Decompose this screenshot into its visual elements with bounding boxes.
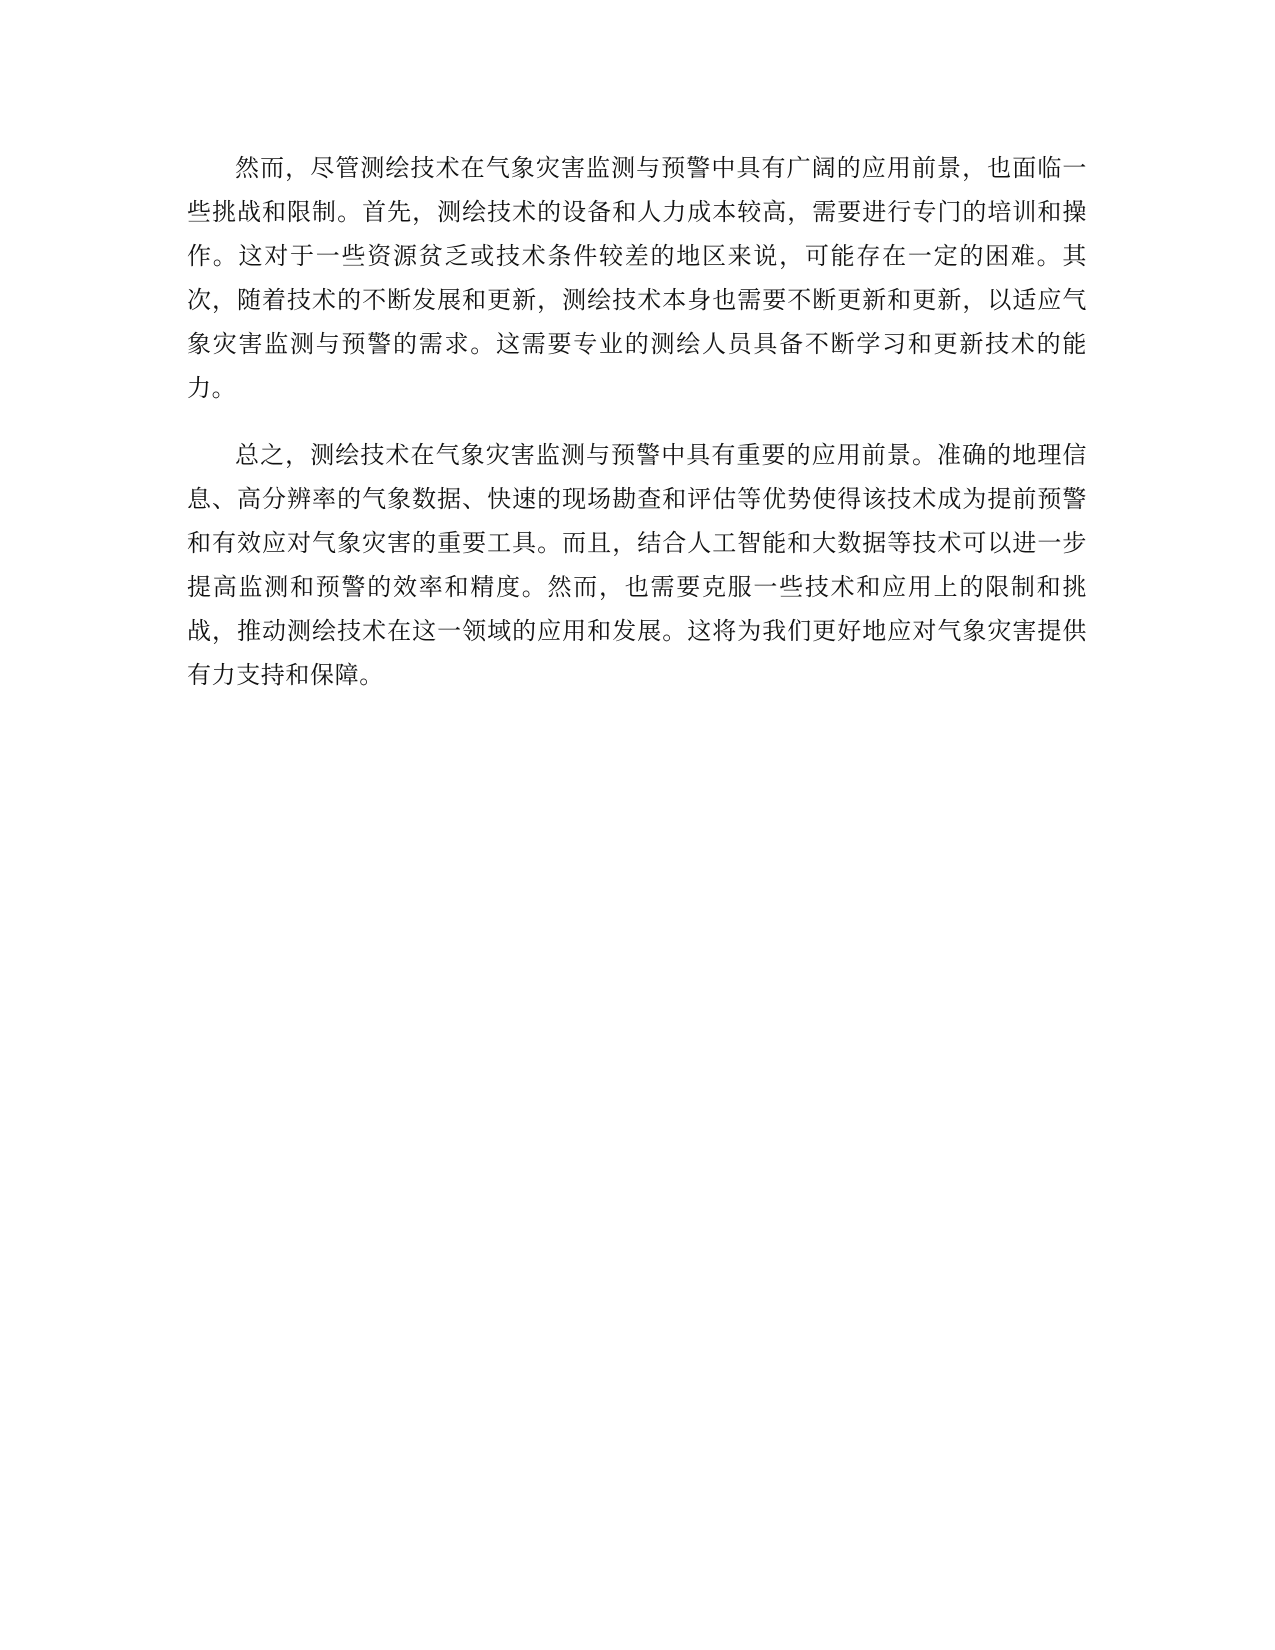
paragraph-challenges: 然而，尽管测绘技术在气象灾害监测与预警中具有广阔的应用前景，也面临一些挑战和限制。首先，测绘技术的设备和人力成本较高，需要进行专门的培训和操作。这对于一些资源贫乏或技术条件较差的地区来说，可能存在一定的困难。其次，随着技术的不断发展和更新，测绘技术本身也需要不断更新和更新，以适应气象灾害监测与预警的需求。这需要专业的测绘人员具备不断学习和更新技术的能力。 [187,154,1087,402]
document-body [187,146,1087,720]
paragraph-conclusion: 总之，测绘技术在气象灾害监测与预警中具有重要的应用前景。准确的地理信息、高分辨率的气象数据、快速的现场勘查和评估等优势使得该技术成为提前预警和有效应对气象灾害的重要工具。而且，结合人工智能和大数据等技术可以进一步提高监测和预警的效率和精度。然而，也需要克服一些技术和应用上的限制和挑战，推动测绘技术在这一领域的应用和发展。这将为我们更好地应对气象灾害提供有力支持和保障。 [187,441,1087,689]
